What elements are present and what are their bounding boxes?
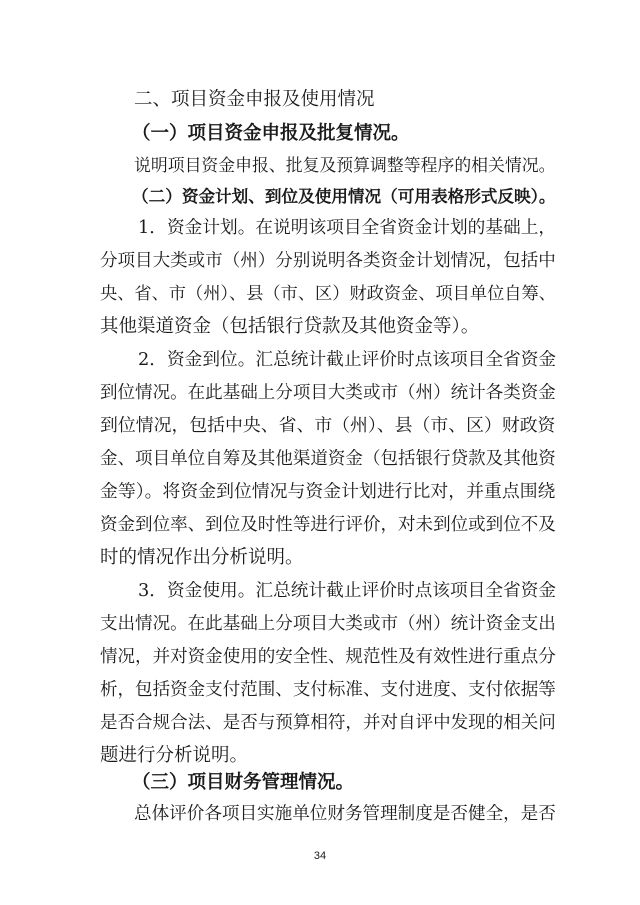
- paragraph-line: 到位情况。在此基础上分项目大类或市（州）统计各类资金: [100, 383, 556, 403]
- paragraph-line: 支出情况。在此基础上分项目大类或市（州）统计资金支出: [100, 614, 556, 634]
- paragraph-line: 1．资金计划。在说明该项目全省资金计划的基础上，: [138, 218, 557, 238]
- paragraph-line: 2．资金到位。汇总统计截止评价时点该项目全省资金: [138, 350, 557, 370]
- section-heading: 二、项目资金申报及使用情况: [134, 89, 375, 110]
- paragraph-line: 分项目大类或市（州）分别说明各类资金计划情况，包括中: [100, 251, 556, 271]
- paragraph-line: 是否合规合法、是否与预算相符，并对自评中发现的相关问: [100, 713, 556, 733]
- paragraph-line: 金、项目单位自筹及其他渠道资金（包括银行贷款及其他资: [100, 449, 556, 469]
- paragraph-line: 情况，并对资金使用的安全性、规范性及有效性进行重点分: [100, 647, 556, 667]
- paragraph-line: 央、省、市（州）、县（市、区）财政资金、项目单位自筹、: [100, 284, 556, 304]
- paragraph-line: 题进行分析说明。: [100, 745, 249, 766]
- subsection-3-title: （三）项目财务管理情况。: [132, 772, 355, 793]
- paragraph-line: 总体评价各项目实施单位财务管理制度是否健全，是否: [134, 804, 556, 824]
- paragraph-line: 资金到位率、到位及时性等进行评价，对未到位或到位不及: [100, 515, 556, 535]
- paragraph-line: 3．资金使用。汇总统计截止评价时点该项目全省资金: [138, 581, 557, 601]
- paragraph-line: 到位情况，包括中央、省、市（州）、县（市、区）财政资: [100, 415, 556, 436]
- subsection-1-title: （一）项目资金申报及批复情况。: [132, 123, 410, 144]
- subsection-2-title: （二）资金计划、到位及使用情况（可用表格形式反映）。: [132, 186, 556, 206]
- paragraph-line: 其他渠道资金（包括银行贷款及其他资金等）。: [100, 316, 480, 337]
- paragraph-line: 金等）。将资金到位情况与资金计划进行比对，并重点围绕: [100, 481, 556, 502]
- paragraph-line: 时的情况作出分析说明。: [100, 547, 304, 568]
- paragraph-line: 析，包括资金支付范围、支付标准、支付进度、支付依据等: [100, 680, 556, 700]
- page-number: 34: [313, 850, 327, 862]
- paragraph-line: 说明项目资金申报、批复及预算调整等程序的相关情况。: [134, 155, 556, 175]
